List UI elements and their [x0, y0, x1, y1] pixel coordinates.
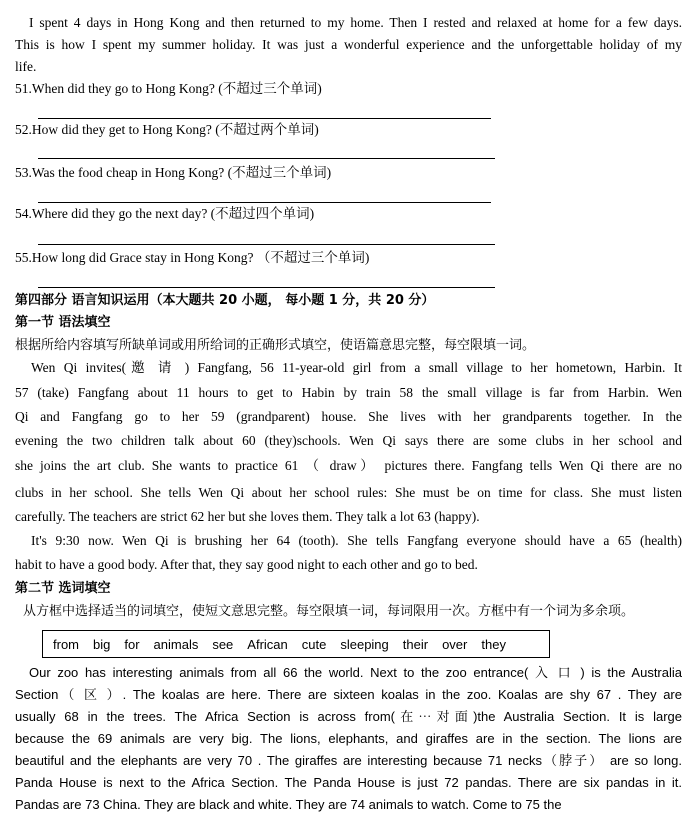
passage2-line-4: because the 69 animals are very big. The lions, elephants, and giraffes are in the section. The lions are [15, 731, 682, 746]
intro-line-3: life. [15, 59, 37, 74]
word-bank-item: their [402, 636, 429, 652]
word-bank-item: see [212, 636, 234, 652]
answer-line-54[interactable] [38, 243, 495, 245]
part4-title: 第四部分 语言知识运用（本大题共 20 小题， 每小题 1 分，共 20 分） [15, 293, 435, 308]
question-51: 51.When did they go to Hong Kong? (不超过三个单词) [15, 81, 322, 96]
answer-line-51[interactable] [38, 117, 491, 119]
passage1-line-4: evening the two children talk about 60 (they)schools. Wen Qi says there are some clubs in her school and [15, 433, 682, 448]
word-bank-item: animals [153, 636, 199, 652]
passage2-line-1: Our zoo has interesting animals from all 66 the world. Next to the zoo entrance( 入 口 ) is the Australia [29, 665, 682, 680]
word-bank-item: sleeping [340, 636, 389, 652]
question-52: 52.How did they get to Hong Kong? (不超过两个单词) [15, 122, 319, 137]
passage2-line-7: Pandas are 73 China. They are black and white. They are 74 animals to watch. Come to 75 the [15, 797, 562, 812]
passage1-line-2: 57 (take) Fangfang about 11 hours to get to Habin by train 58 the small village is far from Harbin. Wen [15, 385, 682, 400]
section2-title: 第二节 选词填空 [15, 581, 111, 596]
question-55: 55.How long did Grace stay in Hong Kong? （不超过三个单词) [15, 250, 370, 265]
intro-line-2: This is how I spent my summer holiday. It was just a wonderful experience and the unforgettable holiday of my [15, 37, 682, 52]
word-bank-item: for [124, 636, 140, 652]
passage1-line-3: Qi and Fangfang go to her 59 (grandparent) house. She lives with her grandparents together. In the [15, 409, 682, 424]
answer-line-52[interactable] [38, 157, 495, 159]
passage2-line-3: usually 68 in the trees. The Africa Section is across from(在⋯对面)the Australia Section. It is large [15, 709, 682, 724]
intro-line-1: I spent 4 days in Hong Kong and then returned to my home. Then I rested and relaxed at home for a few days. [29, 15, 682, 30]
passage2-line-2: Section（ 区 ）. The koalas are here. There are sixteen koalas in the zoo. Koalas are shy 67 . They are [15, 687, 682, 702]
passage2-line-6: Panda House is next to the Africa Section. The Panda House is just 72 pandas. There are six pandas in it. [15, 775, 682, 790]
question-53: 53.Was the food cheap in Hong Kong? (不超过三个单词) [15, 165, 332, 180]
word-bank-item: cute [301, 636, 327, 652]
word-bank-item: over [442, 636, 468, 652]
word-bank-item: they [481, 636, 506, 652]
word-bank-box [42, 630, 550, 658]
section1-instructions: 根据所给内容填写所缺单词或用所给词的正确形式填空，使语篇意思完整，每空限填一词。 [15, 337, 536, 352]
section1-title: 第一节 语法填空 [15, 315, 111, 330]
passage1-line-7: carefully. The teachers are strict 62 her but she loves them. They talk a lot 63 (happy). [15, 509, 480, 524]
passage2-line-5: beautiful and the elephants are very 70 . The giraffes are interesting because 71 necks（脖子） are so long. [15, 753, 682, 768]
answer-line-55[interactable] [38, 286, 495, 288]
word-bank-item: big [93, 636, 111, 652]
passage1-line-1: Wen Qi invites(邀 请 ) Fangfang, 56 11-year-old girl from a small village to her hometown, Harbin. It [31, 360, 682, 375]
passage1-line-5: she joins the art club. She wants to practice 61 （ draw） pictures there. Fangfang tells Wen Qi there are no [15, 458, 682, 473]
passage1-line-9: habit to have a good body. After that, they say good night to each other and go to bed. [15, 557, 478, 572]
question-54: 54.Where did they go the next day? (不超过四个单词) [15, 206, 315, 221]
passage1-line-8: It's 9:30 now. Wen Qi is brushing her 64 (tooth). She tells Fangfang everyone should have a 65 (health) [31, 533, 682, 548]
word-bank-item: from [53, 636, 79, 652]
section2-instructions: 从方框中选择适当的词填空，使短文意思完整。每空限填一词，每词限用一次。方框中有一个词为多余项。 [23, 603, 635, 618]
passage1-line-6: clubs in her school. She tells Wen Qi about her school rules: She must be on time for class. She must listen [15, 485, 682, 500]
answer-line-53[interactable] [38, 201, 491, 203]
word-bank-item: African [247, 636, 288, 652]
